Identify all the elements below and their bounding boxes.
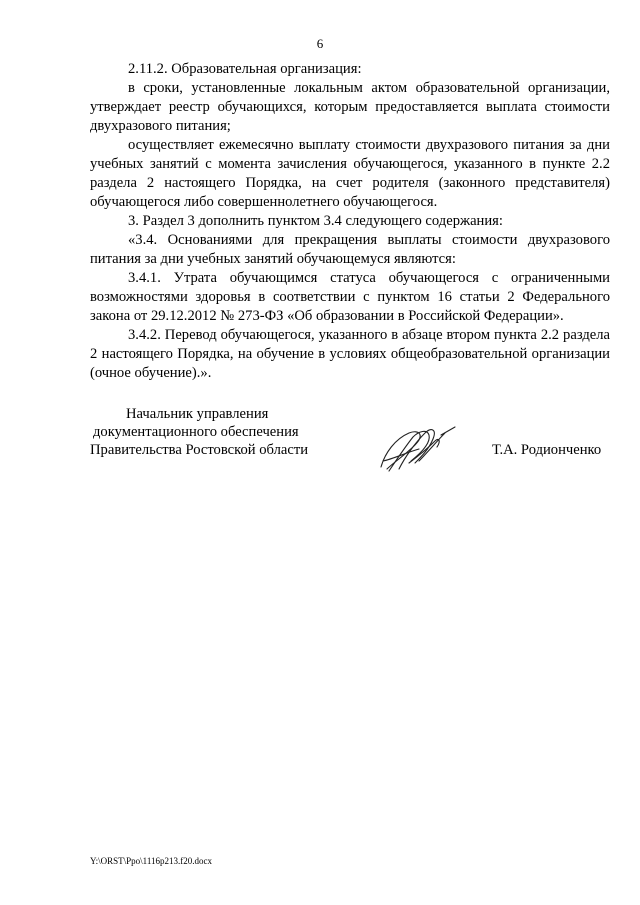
- paragraph-registry: в сроки, установленные локальным актом образовательной организации, утверждает реестр обучающихся, которым предоставляется выплата стоимости двухразового питания;: [90, 80, 610, 134]
- paragraph-payment: осуществляет ежемесячно выплату стоимости двухразового питания за дни учебных занятий с момента зачисления обучающегося, указанного в пункте 2.2 раздела 2 настоящего Порядка, на счет родителя (законного представителя) обучающегося либо совершеннолетнего обучающегося.: [90, 137, 610, 210]
- document-body: [90, 60, 610, 383]
- signature-block: [90, 405, 610, 475]
- position-line-2: документационного обеспечения: [93, 424, 299, 440]
- paragraph-3-4-1: 3.4.1. Утрата обучающимся статуса обучающегося с ограниченными возможностями здоровья в соответствии с пунктом 16 статьи 2 Федерального закона от 29.12.2012 № 273-ФЗ «Об образовании в Российской Федерации».: [90, 270, 610, 324]
- signer-position: [90, 405, 308, 459]
- paragraph-3-4: «3.4. Основаниями для прекращения выплаты стоимости двухразового питания за дни учебных занятий обучающемуся являются:: [90, 232, 610, 267]
- position-line-3: Правительства Ростовской области: [90, 442, 309, 458]
- handwritten-signature: [375, 423, 459, 477]
- page-number: 6: [316, 36, 324, 51]
- position-line-1: Начальник управления: [126, 406, 269, 422]
- paragraph-2-11-2: 2.11.2. Образовательная организация:: [128, 61, 362, 77]
- paragraph-3-4-2: 3.4.2. Перевод обучающегося, указанного в абзаце втором пункта 2.2 раздела 2 настоящего Порядка, на обучение в условиях общеобразовательной организации (очное обучение).».: [90, 327, 610, 381]
- footer-file-path: Y:\ORST\Ppo\1116p213.f20.docx: [90, 856, 213, 866]
- signer-name: Т.А. Родионченко: [492, 442, 602, 458]
- paragraph-section-3: 3. Раздел 3 дополнить пунктом 3.4 следующего содержания:: [128, 213, 503, 229]
